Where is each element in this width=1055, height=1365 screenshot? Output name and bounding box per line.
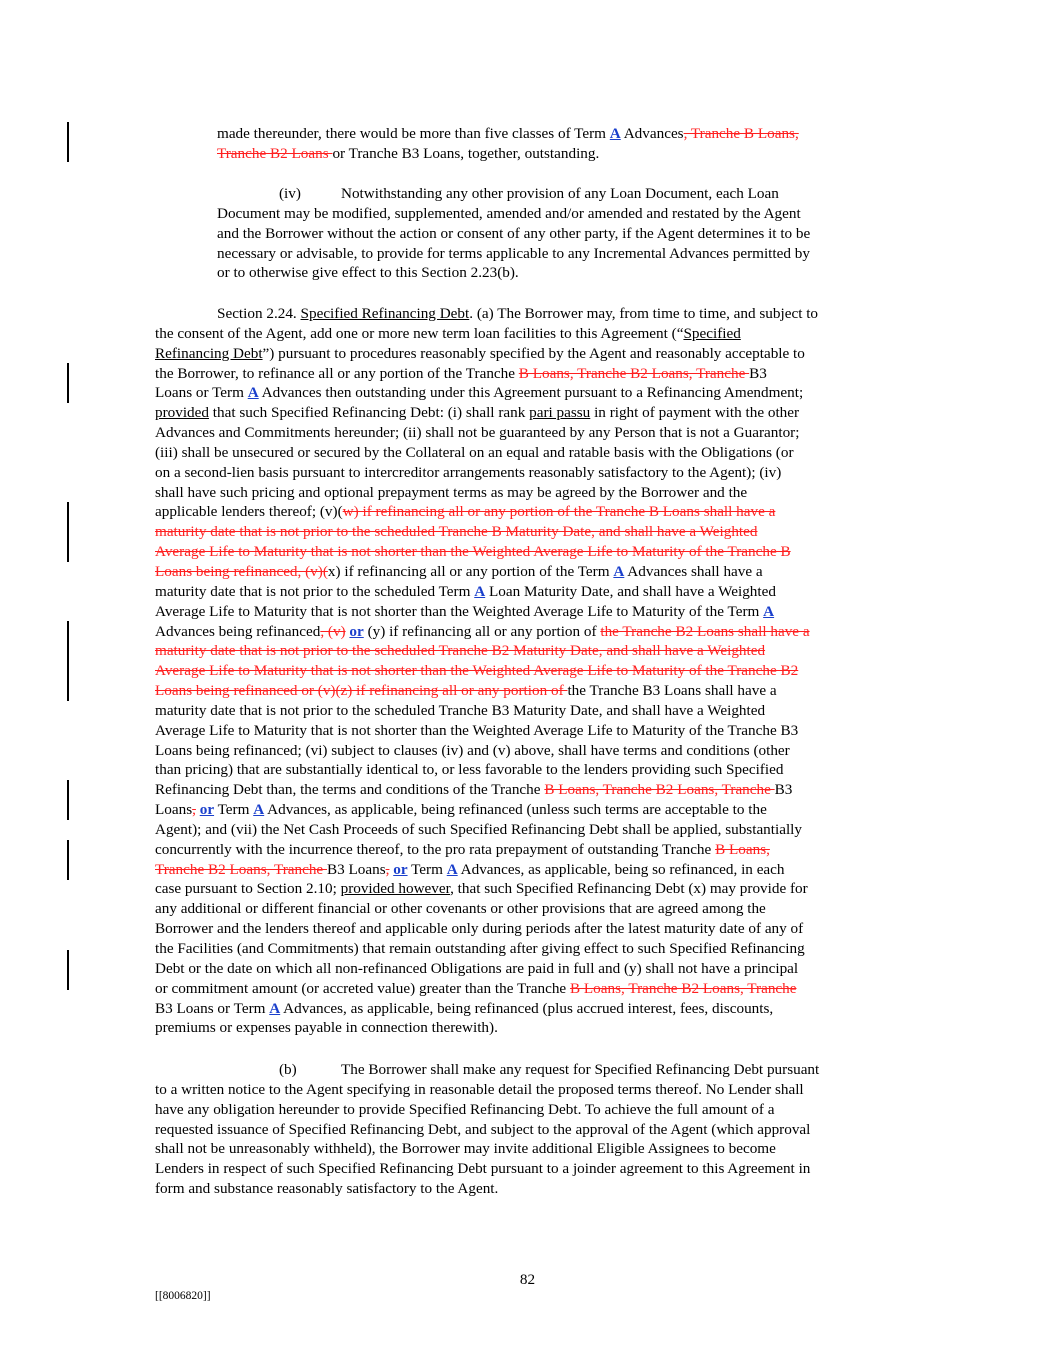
text: Loans (155, 801, 193, 819)
text: applicable lenders thereof; (v)( (155, 503, 343, 521)
text: concurrently with the incurrence thereof, to the pro rata prepayment of outstanding Tranche (155, 840, 716, 858)
deleted-text: B Loans, Tranche B2 Loans, Tranche (518, 364, 750, 382)
deleted-text: Average Life to Maturity that is not shorter than the Weighted Average Life to Maturity of the Tranche B2 (155, 662, 799, 680)
text: Borrower and the lenders thereof and applicable only during periods after the latest maturity date of any of (155, 920, 804, 938)
text: to a written notice to the Agent specifying in reasonable detail the proposed terms thereof. No Lender shall (155, 1080, 804, 1098)
text: necessary or advisable, to provide for terms applicable to any Incremental Advances permitted by (217, 244, 810, 262)
deleted-text: Loans being refinanced or (v)(z) if refinancing all or any portion of (155, 682, 568, 700)
clause-iv (217, 184, 810, 283)
text: (iii) shall be unsecured or secured by the Collateral on an equal and ratable basis with the Obligations (or (155, 443, 794, 461)
deleted-text: , Tranche B Loans, (683, 125, 799, 142)
text: or Tranche B3 Loans, together, outstanding. (332, 144, 600, 162)
change-bar (67, 840, 69, 880)
defined-term: pari passu (529, 404, 591, 422)
text: than pricing) that are substantially identical to, or less favorable to the lenders providing such Specified (155, 761, 784, 779)
text: the Borrower, to refinance all or any portion of the Tranche (155, 364, 519, 382)
deleted-text: , (385, 860, 390, 878)
text: the consent of the Agent, add one or more new term loan facilities to this Agreement (“ (155, 324, 684, 342)
inserted-text: A (474, 582, 486, 600)
defined-term: provided however (340, 880, 451, 898)
section-title: Specified Refinancing Debt (300, 305, 470, 322)
deleted-text: maturity date that is not prior to the scheduled Tranche B Maturity Date, and shall have a Weighted (155, 523, 758, 541)
text: Notwithstanding any other provision of any Loan Document, each Loan (341, 185, 779, 202)
change-bar (67, 502, 69, 562)
text: form and substance reasonably satisfactory to the Agent. (155, 1180, 499, 1198)
text: Advances and Commitments hereunder; (ii) shall not be guaranteed by any Person that is not a Guarantor; (155, 424, 800, 442)
text: Lenders in respect of such Specified Refinancing Debt pursuant to a joinder agreement to this Agreement in (155, 1160, 811, 1178)
text: in right of payment with the other (590, 404, 800, 422)
deleted-text: Loans being refinanced, (v)( (155, 562, 328, 580)
text: requested issuance of Specified Refinancing Debt, and subject to the approval of the Agent (which approval (155, 1120, 811, 1138)
text: B3 Loans or Term (155, 999, 270, 1017)
text: Refinancing Debt than, the terms and conditions of the Tranche (155, 781, 545, 799)
deleted-text: B Loans, (715, 840, 770, 858)
defined-term: Refinancing Debt (155, 344, 263, 362)
text: Advances, as applicable, being refinanced (plus accrued interest, fees, discounts, (280, 999, 774, 1017)
text: maturity date that is not prior to the scheduled Term (155, 582, 475, 600)
deleted-text: Average Life to Maturity that is not shorter than the Weighted Average Life to Maturity of the Tranche B (155, 543, 791, 561)
inserted-text: A (253, 801, 265, 819)
deleted-text: Tranche B2 Loans (217, 144, 333, 162)
defined-term: Specified (683, 324, 741, 342)
text: Loan Maturity Date, and shall have a Weighted (485, 582, 776, 600)
text: maturity date that is not prior to the scheduled Tranche B3 Maturity Date, and shall have a Weighted (155, 701, 766, 719)
text: on a second-lien basis pursuant to intercreditor arrangements reasonably satisfactory to the Agent); (iv) (155, 463, 782, 481)
change-bar (67, 363, 69, 403)
text: and the Borrower without the action or consent of any other party, if the Agent determines it to be (217, 224, 811, 242)
deleted-text: the Tranche B2 Loans shall have a (600, 622, 810, 640)
inserted-text: A (269, 999, 281, 1017)
text: Advances being refinanced (155, 622, 321, 640)
clause-b (155, 1060, 819, 1199)
change-bar (67, 950, 69, 990)
text: Average Life to Maturity that is not shorter than the Weighted Average Life to Maturity of the Tranche B3 (155, 721, 799, 739)
text: x) if refinancing all or any portion of the Term (327, 562, 614, 580)
text: premiums or expenses payable in connection therewith). (155, 1019, 498, 1037)
text: Advances, as applicable, being refinanced (unless such terms are acceptable to the (264, 801, 767, 819)
text: Document may be modified, supplemented, amended and/or amended and restated by the Agent (217, 204, 801, 222)
text: Advances then outstanding under this Agreement pursuant to a Refinancing Amendment; (258, 384, 804, 402)
text: , that such Specified Refinancing Debt (x) may provide for (450, 880, 808, 898)
inserted-text: or (199, 801, 215, 819)
inserted-text: A (247, 384, 259, 402)
paragraph-continuation (217, 124, 799, 164)
text: or to otherwise give effect to this Section 2.23(b). (217, 264, 519, 282)
text: or commitment amount (or accreted value) greater than the Tranche (155, 979, 570, 997)
text: shall not be unreasonably withheld), the Borrower may invite additional Eligible Assignees to become (155, 1140, 776, 1158)
change-bar (67, 780, 69, 820)
text: Average Life to Maturity that is not shorter than the Weighted Average Life to Maturity of the Term (155, 602, 764, 620)
change-bar (67, 621, 69, 701)
inserted-text: A (763, 602, 775, 620)
deleted-text: maturity date that is not prior to the scheduled Tranche B2 Maturity Date, and shall have a Weighted (155, 642, 766, 660)
deleted-text: , (192, 801, 196, 819)
page-number: 82 (519, 1271, 536, 1288)
text: B3 (749, 364, 767, 382)
text: Advances, as applicable, being so refinanced, in each (457, 860, 785, 878)
text: any additional or different financial or other covenants or other provisions that are agreed among the (155, 900, 766, 918)
deleted-text: Tranche B2 Loans, Tranche (155, 860, 327, 878)
text: the Facilities (and Commitments) that remain outstanding after giving effect to such Specified Refinancing (155, 940, 805, 957)
text: Advances (620, 125, 684, 142)
text: Debt or the date on which all non-refinanced Obligations are paid in full and (y) shall not have a principal (155, 959, 799, 977)
inserted-text: A (446, 860, 458, 878)
text: . (a) The Borrower may, from time to time, and subject to (469, 305, 819, 322)
deleted-text: B Loans, Tranche B2 Loans, Tranche (569, 979, 797, 997)
text: the Tranche B3 Loans shall have a (567, 682, 777, 700)
section-2-24 (155, 304, 818, 1038)
text: ”) pursuant to procedures reasonably specified by the Agent and reasonably acceptable to (262, 344, 805, 362)
text: Term (407, 860, 447, 878)
document-id: [[8006820]] (155, 1290, 211, 1302)
clause-label: (b) (279, 1061, 297, 1078)
deleted-text: , (v) (320, 622, 346, 640)
text: have any obligation hereunder to provide Specified Refinancing Debt. To achieve the full amount of a (155, 1100, 775, 1118)
clause-label: (iv) (279, 185, 301, 202)
text: Advances shall have a (624, 562, 763, 580)
inserted-text: A (609, 125, 621, 142)
text: Loans or Term (155, 384, 248, 402)
inserted-text: or (393, 860, 408, 878)
inserted-text: or (349, 622, 364, 640)
text: B3 (774, 781, 793, 799)
defined-term: provided (155, 404, 209, 422)
deleted-text: B Loans, Tranche B2 Loans, Tranche (544, 781, 775, 799)
text: shall have such pricing and optional prepayment terms as may be agreed by the Borrower and the (155, 483, 748, 501)
text: made thereunder, there would be more than five classes of Term (217, 125, 610, 142)
text: that such Specified Refinancing Debt: (i) shall rank (209, 404, 530, 422)
text: B3 Loans (326, 860, 386, 878)
text: case pursuant to Section 2.10; (155, 880, 341, 898)
change-bar (67, 122, 69, 162)
deleted-text: w) if refinancing all or any portion of the Tranche B Loans shall have a (342, 503, 776, 521)
section-number: Section 2.24. (217, 305, 297, 322)
text: Agent); and (vii) the Net Cash Proceeds of such Specified Refinancing Debt shall be applied, substantially (155, 820, 802, 838)
inserted-text: A (613, 562, 625, 580)
text: Loans being refinanced; (vi) subject to clauses (iv) and (v) above, shall have terms and conditions (other (155, 741, 790, 759)
text: (y) if refinancing all or any portion of (363, 622, 601, 640)
text: The Borrower shall make any request for Specified Refinancing Debt pursuant (341, 1061, 820, 1078)
text: Term (214, 801, 254, 819)
